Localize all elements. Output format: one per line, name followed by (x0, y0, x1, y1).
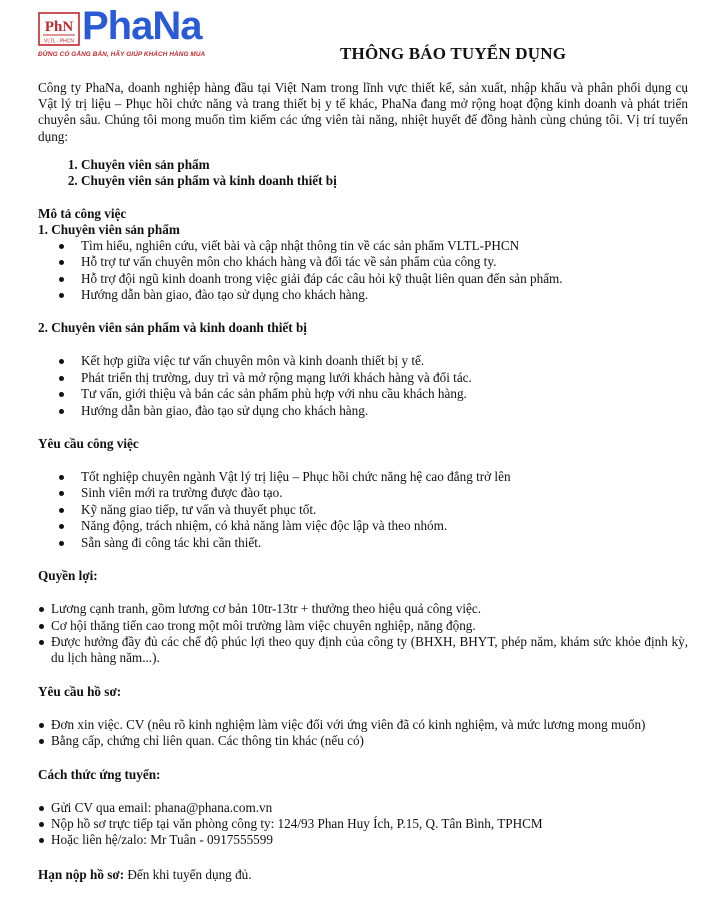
list-item: Tư vấn, giới thiệu và bán các sản phẩm phù hợp với nhu cầu khách hàng. (81, 386, 688, 402)
position-list (38, 157, 688, 189)
list-item: Tốt nghiệp chuyên ngành Vật lý trị liệu – Phục hồi chức năng hệ cao đẳng trở lên (81, 469, 688, 485)
list-item: Cơ hội thăng tiến cao trong một môi trường làm việc chuyên nghiệp, năng động. (51, 618, 688, 634)
phana-logo-icon (38, 12, 80, 46)
section-title-product-specialist: 1. Chuyên viên sản phẩm (38, 221, 180, 237)
list-item: Lương cạnh tranh, gồm lương cơ bản 10tr-13tr + thưởng theo hiệu quả công việc. (51, 601, 688, 617)
list-item: Phát triển thị trường, duy trì và mở rộng mạng lưới khách hàng và đối tác. (81, 370, 688, 386)
sales-specialist-duties (38, 353, 688, 419)
benefits-list (38, 601, 688, 667)
documents-list (38, 717, 688, 750)
list-item: Kỹ năng giao tiếp, tư vấn và thuyết phục tốt. (81, 502, 688, 518)
list-item: Được hưởng đầy đủ các chế độ phúc lợi theo quy định của công ty (BHXH, BHYT, phép năm, khám sức khỏe định kỳ, du lịch hàng năm...). (51, 633, 688, 666)
product-specialist-duties (38, 238, 688, 304)
deadline (38, 867, 688, 883)
job-description-heading: Mô tả công việc (38, 205, 127, 221)
requirements-list (38, 469, 688, 551)
list-item: Sẵn sàng đi công tác khi cần thiết. (81, 535, 688, 551)
position-item: 1. Chuyên viên sản phẩm (81, 157, 688, 173)
list-item: Tìm hiểu, nghiên cứu, viết bài và cập nhật thông tin về các sản phẩm VLTL-PHCN (81, 238, 688, 254)
list-item: Hoặc liên hệ/zalo: Mr Tuân - 0917555599 (51, 832, 688, 848)
apply-heading: Cách thức ứng tuyển: (38, 766, 161, 782)
list-item: Năng động, trách nhiệm, có khả năng làm việc độc lập và theo nhóm. (81, 518, 688, 534)
position-item: 2. Chuyên viên sản phẩm và kinh doanh thiết bị (81, 173, 688, 189)
documents-heading: Yêu cầu hồ sơ: (38, 683, 122, 699)
list-item: Đơn xin việc. CV (nêu rõ kinh nghiệm làm việc đối với ứng viên đã có kinh nghiệm, và mức lương mong muốn) (51, 717, 688, 733)
list-item: Hỗ trợ đội ngũ kinh doanh trong việc giải đáp các câu hỏi kỹ thuật liên quan đến sản phẩm. (81, 271, 688, 287)
brand-name: PhaNa (82, 4, 202, 48)
apply-list (38, 800, 688, 849)
list-item: Gửi CV qua email: phana@phana.com.vn (51, 800, 688, 816)
page-title: THÔNG BÁO TUYỂN DỤNG (340, 44, 567, 63)
company-logo (38, 4, 268, 58)
announcement-body (38, 80, 688, 883)
list-item: Nộp hồ sơ trực tiếp tại văn phòng công ty: 124/93 Phan Huy Ích, P.15, Q. Tân Bình, TPHCM (51, 816, 688, 832)
deadline-value: Đến khi tuyển dụng đủ. (124, 866, 252, 882)
benefits-heading: Quyền lợi: (38, 568, 98, 584)
list-item: Hướng dẫn bàn giao, đào tạo sử dụng cho khách hàng. (81, 403, 688, 419)
list-item: Sinh viên mới ra trường được đào tạo. (81, 485, 688, 501)
svg-text:VLTL - PHCN: VLTL - PHCN (43, 38, 75, 45)
brand-slogan: ĐỪNG CÓ GẮNG BÁN, HÃY GIÚP KHÁCH HÀNG MUA (38, 51, 206, 58)
deadline-label: Hạn nộp hồ sơ: (38, 866, 125, 882)
svg-text:PhN: PhN (44, 19, 74, 35)
requirements-heading: Yêu cầu công việc (38, 436, 139, 452)
list-item: Hướng dẫn bàn giao, đào tạo sử dụng cho khách hàng. (81, 287, 688, 303)
list-item: Bằng cấp, chứng chỉ liên quan. Các thông tin khác (nếu có) (51, 733, 688, 749)
list-item: Kết hợp giữa việc tư vấn chuyên môn và kinh doanh thiết bị y tế. (81, 353, 688, 369)
section-title-sales-specialist: 2. Chuyên viên sản phẩm và kinh doanh thiết bị (38, 320, 307, 336)
list-item: Hỗ trợ tư vấn chuyên môn cho khách hàng và đối tác về sản phẩm của công ty. (81, 254, 688, 270)
intro-paragraph: Công ty PhaNa, doanh nghiệp hàng đầu tại Việt Nam trong lĩnh vực thiết kế, sản xuất, nhập khẩu và phân phối dụng cụ Vật lý trị liệu – Phục hồi chức năng và trang thiết bị y tế khác, PhaNa đang mở rộng hoạt động kinh doanh và phát triển chuyên sâu. Chúng tôi mong muốn tìm kiếm các ứng viên tài năng, nhiệt huyết để đồng hành cùng chúng tôi. Vị trí tuyển dụng: (38, 80, 688, 144)
